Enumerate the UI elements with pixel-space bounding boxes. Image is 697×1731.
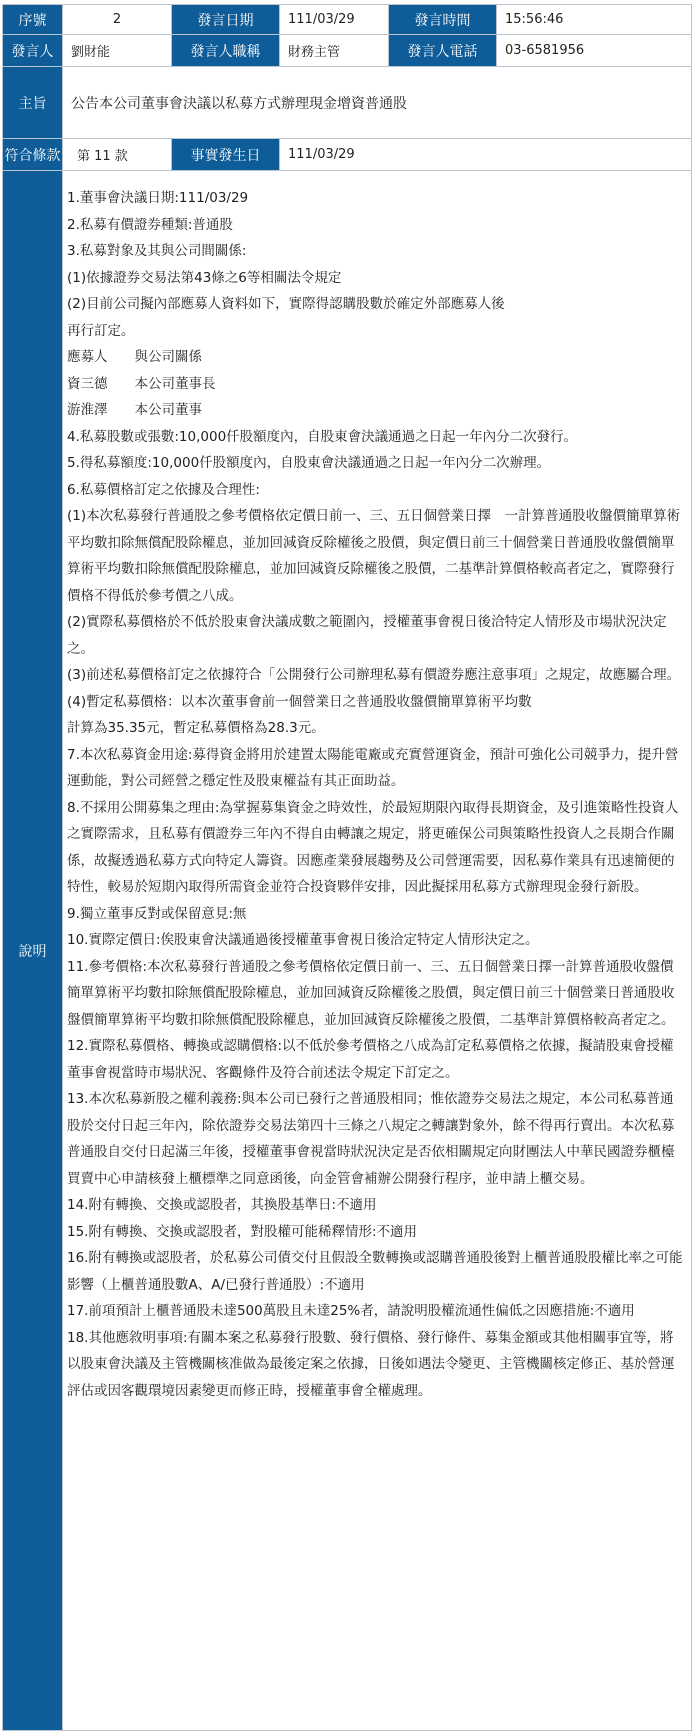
description-line: 18.其他應敘明事項:有關本案之私募發行股數、發行價格、發行條件、募集金額或其他相關事宜等，將以股東會決議及主管機關核准做為最後定案之依據，日後如遇法令變更、主管機關核定修正、基於營運評估或因客觀環境因素變更而修正時，授權董事會全權處理。 — [67, 1329, 675, 1399]
description-line: (2)目前公司擬內部應募人資料如下，實際得認購股數於確定外部應募人後 — [67, 296, 505, 312]
clause-value: 第 11 款 — [63, 139, 172, 171]
row-seq-date-time — [3, 5, 692, 35]
row-subject — [3, 67, 692, 139]
description-line: 10.實際定價日:俟股東會決議通過後授權董事會視日後洽定特定人情形決定之。 — [67, 932, 539, 948]
description-line: 再行訂定。 — [67, 322, 135, 339]
description-line: (1)本次私募發行普通股之參考價格依定價日前一、三、五日個營業日擇 一計算普通股收盤價簡單算術平均數扣除無償配股除權息，並加回減資反除權後之股價，與定價日前三十個營業日普通股收盤價簡單算術平均數扣除無償配股除權息，並加回減資反除權後之股價，二基準計算價格較高者定之，實際發行價格不得低於參考價之八成。 — [67, 508, 681, 604]
description-line: 3.私募對象及其與公司間關係: — [67, 243, 247, 259]
description-line: 1.董事會決議日期:111/03/29 — [67, 190, 249, 206]
date-label: 發言日期 — [172, 5, 280, 35]
event-date-value: 111/03/29 — [280, 139, 692, 171]
description-line: 應募人 與公司關係 — [67, 349, 202, 365]
description-line: 8.不採用公開募集之理由:為掌握募集資金之時效性，於最短期限內取得長期資金，及引進策略性投資人之實際需求，且私募有價證券三年內不得自由轉讓之規定，將更確保公司與策略性投資人之長期合作關係，故擬透過私募方式向特定人籌資。因應產業發展趨勢及公司營運需要，因私募作業具有迅速簡便的特性，較易於短期內取得所需資金並符合投資夥伴安排，因此擬採用私募方式辦理現金發行新股。 — [67, 799, 679, 895]
description-body — [63, 171, 692, 1731]
description-line: 6.私募價格訂定之依據及合理性: — [67, 481, 260, 498]
description-line: 11.參考價格:本次私募發行普通股之參考價格依定價日前一、三、五日個營業日擇一計算普通股收盤價簡單算術平均數扣除無償配股除權息，並加回減資反除權後之股價，與定價日前三十個營業日普通股收盤價簡單算術平均數扣除無償配股除權息，並加回減資反除權後之股價，二基準計算價格較高者定之。 — [67, 958, 675, 1028]
description-line: 2.私募有價證券種類:普通股 — [67, 216, 233, 233]
description-line: 5.得私募額度:10,000仟股額度內，自股東會決議通過之日起一年內分二次辦理。 — [67, 455, 551, 471]
description-line: 17.前項預計上櫃普通股未達500萬股且未達25%者，請說明股權流通性偏低之因應措施:不適用 — [67, 1303, 635, 1319]
description-line: (1)依據證券交易法第43條之6等相關法令規定 — [67, 269, 342, 286]
description-line: (2)實際私募價格於不低於股東會決議成數之範圍內，授權董事會視日後洽特定人情形及市場狀況決定之。 — [67, 614, 667, 657]
date-value: 111/03/29 — [280, 5, 389, 35]
description-line: 7.本次私募資金用途:募得資金將用於建置太陽能電廠或充實營運資金，預計可強化公司競爭力，提升營運動能，對公司經營之穩定性及股東權益有其正面助益。 — [67, 746, 679, 789]
row-clause — [3, 139, 692, 171]
description-line: 資三德 本公司董事長 — [67, 375, 216, 392]
row-speaker — [3, 35, 692, 67]
speaker-value: 劉財能 — [63, 35, 172, 67]
description-line: 16.附有轉換或認股者，於私募公司債交付且假設全數轉換或認購普通股後對上櫃普通股股權比率之可能影響（上櫃普通股數A、A/已發行普通股）:不適用 — [67, 1250, 683, 1293]
row-description — [3, 171, 692, 1731]
subject-value: 公告本公司董事會決議以私募方式辦理現金增資普通股 — [63, 67, 692, 139]
speaker-phone-value: 03-6581956 — [497, 35, 692, 67]
speaker-phone-label: 發言人電話 — [389, 35, 497, 67]
description-text — [67, 185, 687, 1404]
description-line: (3)前述私募價格訂定之依據符合「公開發行公司辦理私募有價證券應注意事項」之規定，故應屬合理。 — [67, 667, 681, 683]
description-line: 9.獨立董事反對或保留意見:無 — [67, 905, 247, 922]
speaker-title-label: 發言人職稱 — [172, 35, 280, 67]
description-label: 說明 — [3, 171, 63, 1731]
description-line: 4.私募股數或張數:10,000仟股額度內，自股東會決議通過之日起一年內分二次發行。 — [67, 428, 578, 445]
announcement-table — [2, 4, 692, 1731]
speaker-label: 發言人 — [3, 35, 63, 67]
description-line: (4)暫定私募價格：以本次董事會前一個營業日之普通股收盤價簡單算術平均數 — [67, 693, 532, 710]
seq-value: 2 — [63, 5, 172, 35]
speaker-title-value: 財務主管 — [280, 35, 389, 67]
event-date-label: 事實發生日 — [172, 139, 280, 171]
description-line: 游淮澤 本公司董事 — [67, 402, 202, 418]
clause-label: 符合條款 — [3, 139, 63, 171]
description-line: 計算為35.35元，暫定私募價格為28.3元。 — [67, 720, 325, 736]
description-line: 14.附有轉換、交換或認股者，其換股基準日:不適用 — [67, 1197, 377, 1213]
description-line: 15.附有轉換、交換或認股者，對股權可能稀釋情形:不適用 — [67, 1223, 418, 1240]
description-line: 13.本次私募新股之權利義務:與本公司已發行之普通股相同；惟依證券交易法之規定，本公司私募普通股於交付日起三年內，除依證券交易法第四十三條之八規定之轉讓對象外，餘不得再行賣出。本次私募普通股自交付日起滿三年後，授權董事會視當時狀況決定是否依相關規定向財團法人中華民國證券櫃檯買賣中心申請核發上櫃標準之同意函後，向金管會補辦公開發行程序，並申請上櫃交易。 — [67, 1091, 675, 1187]
time-value: 15:56:46 — [497, 5, 692, 35]
seq-label: 序號 — [3, 5, 63, 35]
time-label: 發言時間 — [389, 5, 497, 35]
description-line: 12.實際私募價格、轉換或認購價格:以不低於參考價格之八成為訂定私募價格之依據，擬請股東會授權董事會視當時市場狀況、客觀條件及符合前述法令規定下訂定之。 — [67, 1038, 674, 1081]
subject-label: 主旨 — [3, 67, 63, 139]
